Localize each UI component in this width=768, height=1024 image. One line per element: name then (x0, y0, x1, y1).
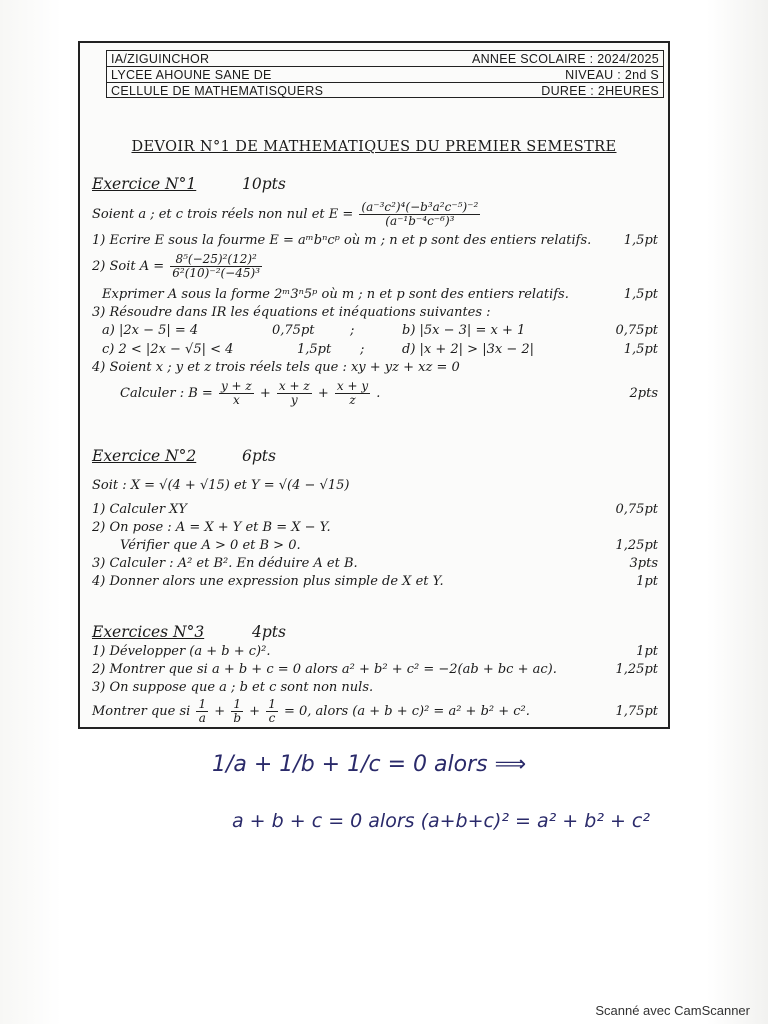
ex3-q2-points: 1,25pt (615, 662, 658, 677)
ex2-title: Exercice N°2 (92, 447, 197, 465)
exam-sheet (78, 41, 670, 729)
ex1-question-1 (92, 232, 658, 250)
ex1-question-3cd (102, 341, 658, 359)
fraction-den: c (268, 711, 276, 725)
ex2-q4-text: 4) Donner alors une expression plus simple de X et Y. (92, 574, 444, 589)
ex3-question-3-show (92, 695, 658, 729)
ex2-question-3 (92, 555, 658, 573)
header-department: CELLULE DE MATHEMATISQUERS (111, 84, 324, 98)
ex2-question-2b (120, 537, 658, 555)
header-row-2 (111, 67, 659, 83)
ex2-intro (92, 477, 658, 495)
ex2-question-1 (92, 501, 658, 519)
ex1-question-3ab (102, 322, 658, 340)
period: . (376, 386, 381, 401)
ex2-q4-points: 1pt (636, 574, 658, 589)
ex2-q2-points: 1,25pt (615, 538, 658, 553)
ex1-intro-text: Soient a ; et c trois réels non nul et E = (92, 207, 354, 222)
header-duration: DUREE : 2HEURES (541, 84, 659, 98)
header-row-3 (111, 83, 659, 99)
fraction-2 (277, 380, 312, 407)
ex2-q2-text: 2) On pose : A = X + Y et B = X − Y. (92, 520, 331, 535)
ex1-heading (92, 175, 658, 197)
ex3-points: 4pts (252, 623, 286, 641)
fraction-2-den: y (290, 393, 298, 407)
separator: ; (350, 323, 355, 338)
ex2-q1-points: 0,75pt (615, 502, 658, 517)
ex2-question-2 (92, 519, 658, 537)
ex1-q2-label: 2) Soit A = (92, 259, 165, 274)
ex3-heading (92, 623, 658, 645)
ex3-q3-points: 1,75pt (615, 704, 658, 719)
ex1-q3-text: 3) Résoudre dans IR les équations et inéquations suivantes : (92, 305, 491, 320)
scanner-watermark: Scanné avec CamScanner (595, 1003, 750, 1018)
fraction-1-over-a (196, 698, 208, 725)
header-row-1 (111, 51, 659, 67)
ex1-q2-points: 1,5pt (623, 287, 658, 302)
ex1-question-4 (92, 359, 658, 377)
fraction-1-over-b (231, 698, 243, 725)
ex2-intro-text: Soit : X = √(4 + √15) et Y = √(4 − √15) (92, 478, 350, 493)
ex1-question-2-text (102, 286, 658, 304)
ex2-question-4 (92, 573, 658, 591)
ex1-q3c: c) 2 < |2x − √5| < 4 (102, 342, 234, 357)
ex3-q3-rest: = 0, alors (a + b + c)² = a² + b² + c². (283, 704, 530, 719)
ex2-heading (92, 447, 658, 469)
ex1-q3b: b) |5x − 3| = x + 1 (402, 323, 526, 338)
exam-header (106, 50, 664, 98)
header-level: NIVEAU : 2nd S (565, 68, 659, 82)
ex2-q2b-text: Vérifier que A > 0 et B > 0. (120, 538, 301, 553)
ex1-question-4-calc (120, 377, 658, 411)
ex1-q3a-points: 0,75pt (272, 323, 315, 338)
ex1-intro (92, 199, 658, 231)
ex3-q3-show-label: Montrer que si (92, 704, 191, 719)
expression-E (359, 201, 480, 228)
ex1-question-2 (92, 251, 658, 283)
ex1-q2-text: Exprimer A sous la forme 2ᵐ3ⁿ5ᵖ où m ; n et p sont des entiers relatifs. (102, 287, 569, 302)
ex2-q3-text: 3) Calculer : A² et B². En déduire A et B. (92, 556, 358, 571)
ex1-q4-points: 2pts (629, 386, 658, 401)
separator: ; (360, 342, 365, 357)
ex1-q4-calc-label: Calculer : B = (120, 386, 213, 401)
ex1-q3a: a) |2x − 5| = 4 (102, 323, 199, 338)
plus-sign: + (249, 704, 261, 719)
ex1-q3b-points: 0,75pt (615, 323, 658, 338)
ex1-q3c-points: 1,5pt (297, 342, 332, 357)
exam-title: DEVOIR N°1 DE MATHEMATIQUES DU PREMIER SEMESTRE (131, 139, 617, 155)
fraction-num: 1 (231, 698, 243, 712)
handwritten-line-1: 1/a + 1/b + 1/c = 0 alors ⟹ (212, 752, 527, 777)
fraction-den: a (198, 711, 206, 725)
fraction-den: b (233, 711, 241, 725)
E-numerator: (a⁻³c²)⁴(−b³a²c⁻⁵)⁻² (361, 200, 479, 214)
fraction-3-den: z (349, 393, 356, 407)
handwritten-line-2: a + b + c = 0 alors (a+b+c)² = a² + b² + c² (232, 810, 650, 832)
ex3-q1-text: 1) Développer (a + b + c)². (92, 644, 271, 659)
ex1-q3d: d) |x + 2| > |3x − 2| (402, 342, 534, 357)
fraction-1 (219, 380, 254, 407)
header-academy: IA/ZIGUINCHOR (111, 52, 210, 66)
ex1-question-3 (92, 304, 658, 322)
ex3-question-2 (92, 661, 658, 679)
ex1-q1-text: 1) Ecrire E sous la fourme E = aᵐbⁿcᵖ où m ; n et p sont des entiers relatifs. (92, 233, 592, 248)
fraction-3 (335, 380, 370, 407)
E-denominator: (a⁻¹b⁻⁴c⁻⁶)³ (385, 214, 455, 228)
ex2-q1-text: 1) Calculer XY (92, 502, 188, 517)
ex3-q2-text: 2) Montrer que si a + b + c = 0 alors a² + b² + c² = −2(ab + bc + ac). (92, 662, 557, 677)
fraction-1-den: x (232, 393, 240, 407)
ex2-points: 6pts (242, 447, 276, 465)
plus-sign: + (214, 704, 226, 719)
fraction-1-num: y + z (220, 379, 252, 393)
plus-sign: + (259, 386, 271, 401)
A-denominator: 6²(10)⁻²(−45)³ (172, 266, 261, 280)
ex1-q4-text: 4) Soient x ; y et z trois réels tels que : xy + yz + xz = 0 (92, 360, 460, 375)
header-school-year: ANNEE SCOLAIRE : 2024/2025 (471, 52, 659, 66)
fraction-num: 1 (268, 697, 276, 711)
fraction-1-over-c (266, 698, 278, 725)
ex2-q3-points: 3pts (629, 556, 658, 571)
A-numerator: 8⁵(−25)²(12)² (170, 253, 262, 267)
header-school: LYCEE AHOUNE SANE DE (111, 68, 272, 82)
ex3-question-1 (92, 643, 658, 661)
fraction-num: 1 (198, 697, 207, 711)
ex1-q1-points: 1,5pt (623, 233, 658, 248)
ex3-title: Exercices N°3 (92, 623, 205, 641)
fraction-3-num: x + y (336, 379, 369, 393)
ex1-title: Exercice N°1 (92, 175, 197, 193)
ex1-points: 10pts (242, 175, 286, 193)
expression-A (170, 253, 262, 280)
plus-sign: + (317, 386, 329, 401)
ex3-q1-points: 1pt (636, 644, 658, 659)
fraction-2-num: x + z (278, 379, 310, 393)
ex1-q3d-points: 1,5pt (623, 342, 658, 357)
ex3-q3-text: 3) On suppose que a ; b et c sont non nuls. (92, 680, 374, 695)
